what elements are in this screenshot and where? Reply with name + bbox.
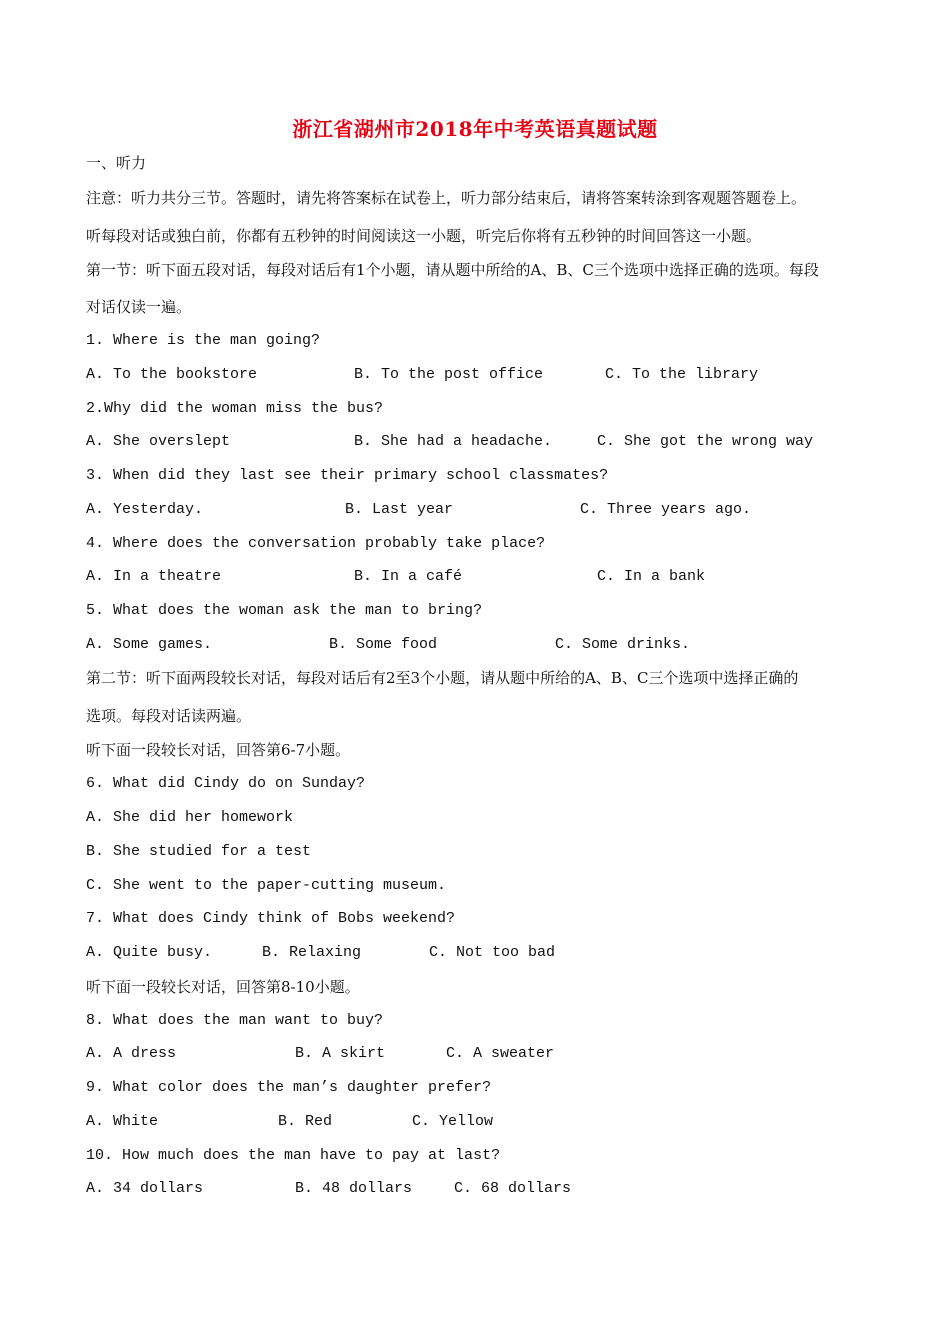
question-4-option-b: B. In a café	[354, 568, 463, 585]
question-6-option-b: B. She studied for a test	[86, 843, 312, 860]
question-1-option-b: B. To the post office	[354, 366, 544, 383]
question-1: 1. Where is the man going?	[86, 332, 321, 349]
question-4: 4. Where does the conversation probably take place?	[86, 535, 546, 552]
question-4-option-a: A. In a theatre	[86, 568, 222, 585]
notice-line-1: 注意：听力共分三节。答题时，请先将答案标在试卷上，听力部分结束后，请将答案转涂到客观题答题卷上。	[86, 189, 807, 207]
question-9-option-a: A. White	[86, 1113, 159, 1130]
notice-line-2: 听每段对话或独白前，你都有五秒钟的时间阅读这一小题，听完后你将有五秒钟的时间回答这一小题。	[86, 227, 762, 245]
question-6: 6. What did Cindy do on Sunday?	[86, 775, 366, 792]
question-8: 8. What does the man want to buy?	[86, 1012, 384, 1029]
question-2-option-b: B. She had a headache.	[354, 433, 553, 450]
question-5: 5. What does the woman ask the man to bring?	[86, 602, 483, 619]
question-7-option-a: A. Quite busy.	[86, 944, 213, 961]
question-6-option-c: C. She went to the paper-cutting museum.	[86, 877, 447, 894]
question-3-option-a: A. Yesterday.	[86, 501, 204, 518]
question-9-option-b: B. Red	[278, 1113, 333, 1130]
question-9: 9. What color does the man’s daughter prefer?	[86, 1079, 492, 1096]
question-10-option-a: A. 34 dollars	[86, 1180, 204, 1197]
dialog-1-intro: 听下面一段较长对话，回答第6-7小题。	[86, 741, 351, 759]
part1-instruction-line-1: 第一节：听下面五段对话，每段对话后有1个小题，请从题中所给的A、B、C三个选项中选择正确的选项。每段	[86, 261, 819, 279]
question-2-option-c: C. She got the wrong way	[597, 433, 814, 450]
page-title: 浙江省湖州市2018年中考英语真题试题	[292, 117, 658, 141]
section-heading-listening: 一、听力	[86, 154, 147, 172]
question-8-option-b: B. A skirt	[295, 1045, 386, 1062]
question-3-option-c: C. Three years ago.	[580, 501, 752, 518]
question-1-option-a: A. To the bookstore	[86, 366, 258, 383]
question-7-option-b: B. Relaxing	[262, 944, 362, 961]
question-5-option-a: A. Some games.	[86, 636, 213, 653]
question-6-option-a: A. She did her homework	[86, 809, 294, 826]
question-4-option-c: C. In a bank	[597, 568, 706, 585]
part1-instruction-line-2: 对话仅读一遍。	[86, 298, 192, 316]
question-10-option-c: C. 68 dollars	[454, 1180, 572, 1197]
question-5-option-b: B. Some food	[329, 636, 438, 653]
question-1-option-c: C. To the library	[605, 366, 759, 383]
part2-instruction-line-2: 选项。每段对话读两遍。	[86, 707, 252, 725]
dialog-2-intro: 听下面一段较长对话，回答第8-10小题。	[86, 978, 360, 996]
question-7-option-c: C. Not too bad	[429, 944, 556, 961]
question-3: 3. When did they last see their primary school classmates?	[86, 467, 609, 484]
question-3-option-b: B. Last year	[345, 501, 454, 518]
question-2: 2.Why did the woman miss the bus?	[86, 400, 384, 417]
question-8-option-c: C. A sweater	[446, 1045, 555, 1062]
part2-instruction-line-1: 第二节：听下面两段较长对话，每段对话后有2至3个小题，请从题中所给的A、B、C三个选项中选择正确的	[86, 669, 799, 687]
question-8-option-a: A. A dress	[86, 1045, 177, 1062]
question-10-option-b: B. 48 dollars	[295, 1180, 413, 1197]
question-2-option-a: A. She overslept	[86, 433, 231, 450]
question-9-option-c: C. Yellow	[412, 1113, 494, 1130]
question-5-option-c: C. Some drinks.	[555, 636, 691, 653]
question-7: 7. What does Cindy think of Bobs weekend?	[86, 910, 456, 927]
question-10: 10. How much does the man have to pay at last?	[86, 1147, 501, 1164]
